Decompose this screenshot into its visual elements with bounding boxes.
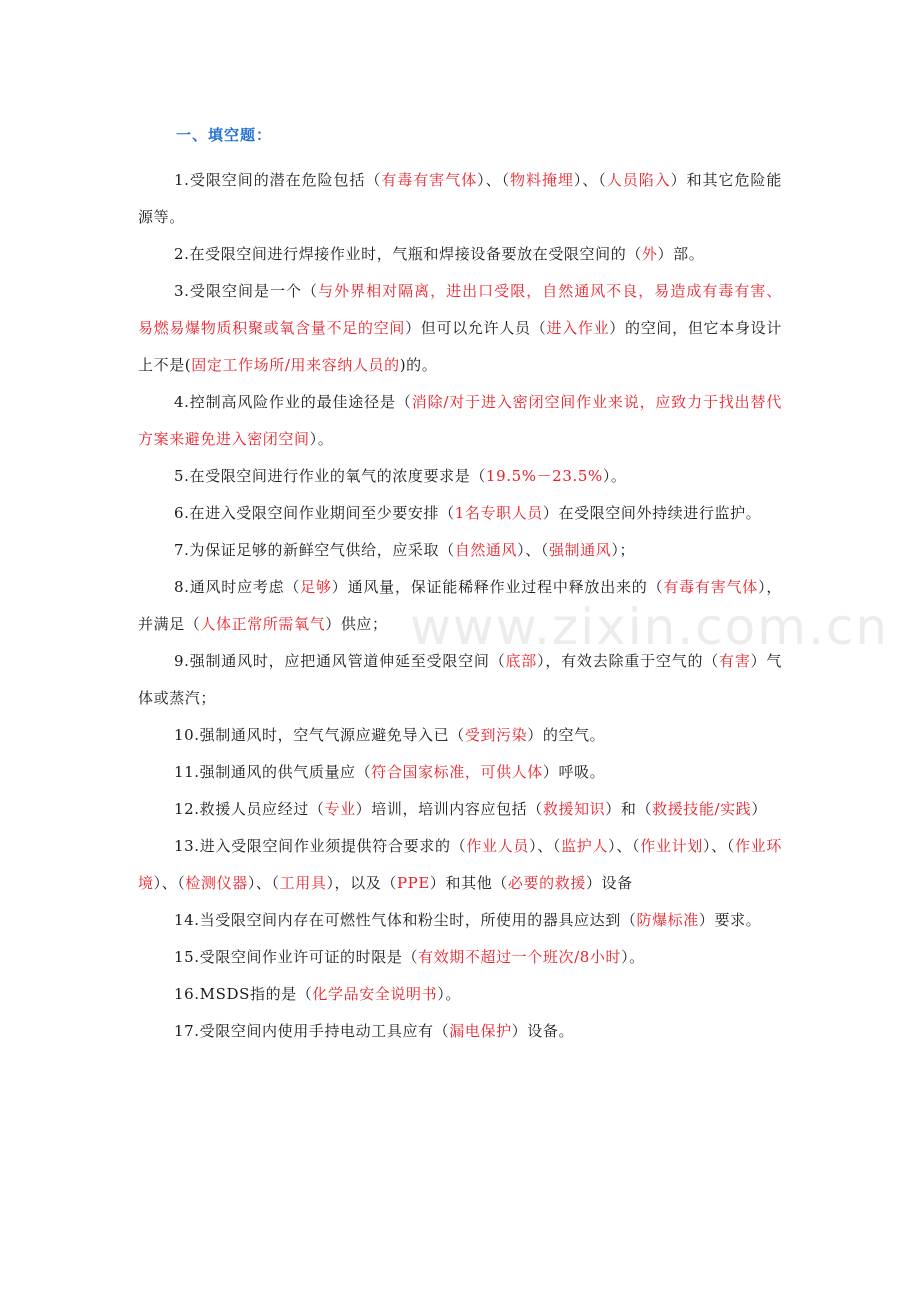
answer-text: 与外界相对隔离，进出口受限，自然通风不良，易造成有毒有害、易燃易爆物质积聚或氧含量不足的空间 — [138, 282, 782, 337]
question-item — [138, 791, 782, 828]
question-text: ）设备 — [585, 874, 633, 892]
answer-text: 工用具 — [279, 874, 327, 892]
answer-text: 必要的救援 — [507, 874, 586, 892]
question-text: 7.为保证足够的新鲜空气供给，应采取（ — [174, 541, 455, 559]
question-text: 4.控制高风险作业的最佳途径是（ — [174, 393, 412, 411]
question-item — [138, 532, 782, 569]
question-text: ）的空间，但它本身设计上不是( — [138, 319, 782, 374]
question-text: 14.当受限空间内存在可燃性气体和粉尘时，所使用的器具应达到（ — [174, 911, 637, 929]
question-text: 9.强制通风时，应把通风管道伸延至受限空间（ — [174, 652, 506, 670]
question-text: ）培训，培训内容应包括（ — [355, 800, 543, 818]
answer-text: 漏电保护 — [449, 1022, 512, 1040]
answer-text: 检测仪器 — [185, 874, 248, 892]
question-text: )的。 — [399, 356, 438, 374]
question-text: 12.救援人员应经过（ — [174, 800, 325, 818]
question-text: 8.通风时应考虑（ — [174, 578, 301, 596]
answer-text: 有效期不超过一个班次/8小时 — [418, 948, 622, 966]
section-heading: 一、填空题： — [176, 126, 273, 144]
question-text: ）和其它危险能源等。 — [138, 171, 782, 226]
answer-text: 消除/对于进入密闭空间作业来说，应致力于找出替代方案来避免进入密闭空间 — [138, 393, 782, 448]
answer-text: 19.5%－23.5% — [485, 467, 603, 485]
question-item — [138, 976, 782, 1013]
question-text: ）气体或蒸汽； — [138, 652, 782, 707]
question-text: ）。 — [602, 467, 627, 485]
question-text: ）。 — [621, 948, 645, 966]
question-text: ）和其他（ — [429, 874, 508, 892]
question-text: 15.受限空间作业许可证的时限是（ — [174, 948, 419, 966]
answer-text: 强制通风 — [548, 541, 612, 559]
question-text: ）通风量，保证能稀释作业过程中释放出来的（ — [331, 578, 664, 596]
answer-text: 救援技能/实践 — [652, 800, 752, 818]
question-text: ）部。 — [657, 245, 705, 263]
question-text: 1.受限空间的潜在危险包括（ — [174, 171, 382, 189]
question-text: 6.在进入受限空间作业期间至少要安排（ — [174, 504, 455, 522]
question-text: ）、（ — [477, 171, 511, 189]
answer-text: 专业 — [324, 800, 356, 818]
answer-text: 有毒有害气体 — [663, 578, 759, 596]
question-text: 3.受限空间是一个（ — [174, 282, 319, 300]
answer-text: 人体正常所需氧气 — [200, 615, 326, 633]
question-text: ）； — [611, 541, 636, 559]
answer-text: 作业环境 — [138, 837, 782, 892]
answer-text: 符合国家标准，可供人体 — [371, 763, 543, 781]
answer-text: 作业人员 — [466, 837, 530, 855]
answer-text: PPE — [396, 874, 430, 892]
answer-text: 救援知识 — [542, 800, 606, 818]
question-text: ）要求。 — [698, 911, 762, 929]
answer-text: 防爆标准 — [636, 911, 699, 929]
question-text: ）、（ — [529, 837, 562, 855]
answer-text: 有害 — [719, 652, 751, 670]
question-text: 5.在受限空间进行作业的氧气的浓度要求是（ — [174, 467, 486, 485]
question-item — [138, 828, 782, 902]
question-text: ）。 — [309, 430, 334, 448]
question-text: ），有效去除重于空气的（ — [537, 652, 720, 670]
question-text: 11.强制通风的供气质量应（ — [174, 763, 372, 781]
answer-text: 化学品安全说明书 — [312, 985, 438, 1003]
answer-text: 进入作业 — [546, 319, 610, 337]
question-text: ）、（ — [517, 541, 549, 559]
fill-in-blank-list — [138, 162, 782, 1050]
question-text: 13.进入受限空间作业须提供符合要求的（ — [174, 837, 467, 855]
question-text: ）、（ — [247, 874, 280, 892]
question-text: ），以及（ — [326, 874, 397, 892]
question-item — [138, 754, 782, 791]
question-text: ）供应； — [325, 615, 388, 633]
question-text: ）和（ — [605, 800, 653, 818]
answer-text: 作业计划 — [640, 837, 703, 855]
answer-text: 有毒有害气体 — [381, 171, 478, 189]
question-text: ）、（ — [608, 837, 641, 855]
question-text: ）的空气。 — [527, 726, 606, 744]
answer-text: 监护人 — [561, 837, 609, 855]
question-item — [138, 458, 782, 495]
answer-text: 1名专职人员 — [454, 504, 543, 522]
answer-text: 人员陷入 — [606, 171, 671, 189]
question-text: ）、（ — [573, 171, 607, 189]
question-item — [138, 162, 782, 236]
question-item — [138, 939, 782, 976]
question-text: ），并满足（ — [138, 578, 782, 633]
answer-text: 自然通风 — [454, 541, 518, 559]
answer-text: 物料掩埋 — [510, 171, 574, 189]
question-text: ）、（ — [702, 837, 735, 855]
question-item — [138, 717, 782, 754]
question-text: ）、（ — [153, 874, 186, 892]
question-text: 10.强制通风时，空气气源应避免导入已（ — [174, 726, 465, 744]
question-text: 2.在受限空间进行焊接作业时，气瓶和焊接设备要放在受限空间的（ — [174, 245, 642, 263]
answer-text: 外 — [641, 245, 658, 263]
question-text: ）在受限空间外持续进行监护。 — [542, 504, 762, 522]
question-item — [138, 1013, 782, 1050]
question-item — [138, 495, 782, 532]
question-item — [138, 236, 782, 273]
question-item — [138, 569, 782, 643]
question-item — [138, 643, 782, 717]
question-item — [138, 273, 782, 384]
question-text: ） — [751, 800, 767, 818]
question-text: ）。 — [437, 985, 461, 1003]
question-text: ）呼吸。 — [542, 763, 606, 781]
watermark: www.zixin.com.cn — [410, 598, 890, 656]
question-text: 17.受限空间内使用手持电动工具应有（ — [174, 1022, 450, 1040]
question-item — [138, 384, 782, 458]
answer-text: 固定工作场所/用来容纳人员的 — [191, 356, 400, 374]
question-text: ）设备。 — [511, 1022, 575, 1040]
answer-text: 底部 — [505, 652, 538, 670]
answer-text: 足够 — [300, 578, 332, 596]
question-text: ）但可以允许人员（ — [405, 319, 547, 337]
question-item — [138, 902, 782, 939]
question-text: 16.MSDS指的是（ — [174, 985, 313, 1003]
answer-text: 受到污染 — [464, 726, 528, 744]
